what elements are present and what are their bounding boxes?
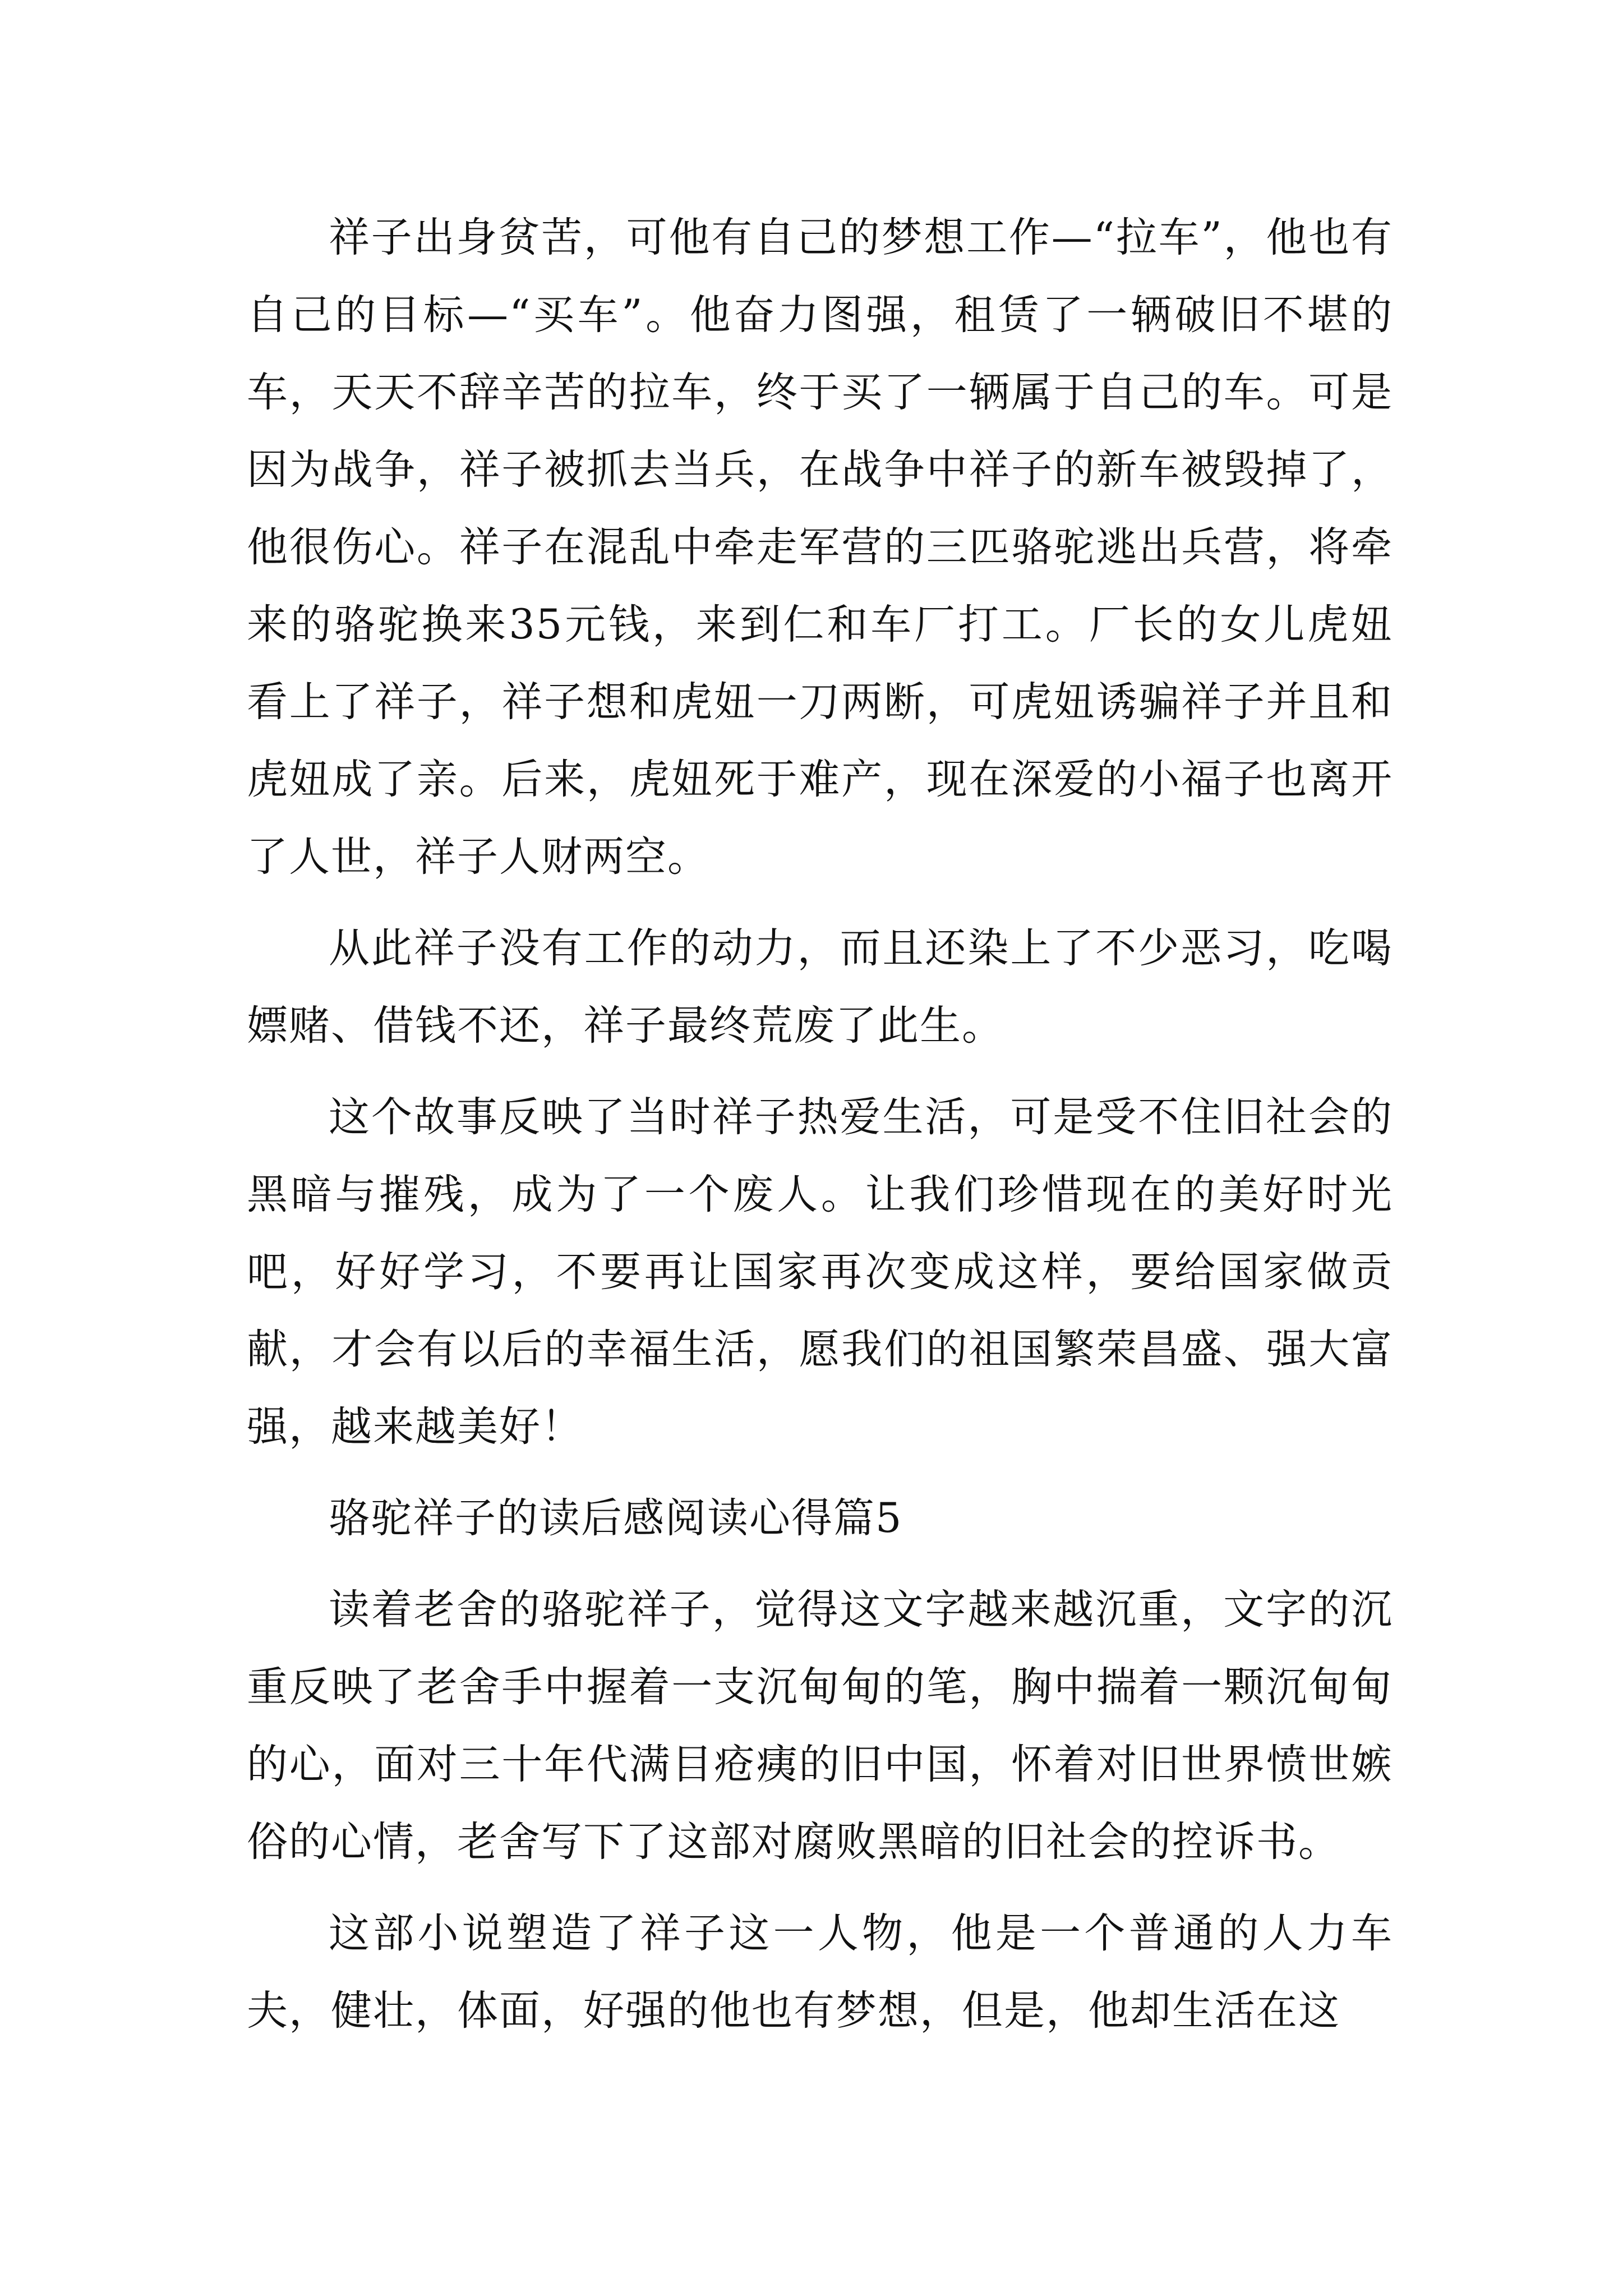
paragraph-xiangzi-story: 祥子出身贫苦，可他有自己的梦想工作—“拉车”，他也有自己的目标—“买车”。他奋力图强，租赁了一辆破旧不堪的车，天天不辞辛苦的拉车，终于买了一辆属于自己的车。可是因为战争，祥子被抓去当兵，在战争中祥子的新车被毁掉了，他很伤心。祥子在混乱中牵走军营的三匹骆驼逃出兵营，将牵来的骆驼换来35元钱，来到仁和车厂打工。厂长的女儿虎妞看上了祥子，祥子想和虎妞一刀两断，可虎妞诱骗祥子并且和虎妞成了亲。后来，虎妞死于难产，现在深爱的小福子也离开了人世，祥子人财两空。 <box>247 214 1393 881</box>
document-body <box>247 199 1393 2050</box>
paragraph-reflection: 这个故事反映了当时祥子热爱生活，可是受不住旧社会的黑暗与摧残，成为了一个废人。让我们珍惜现在的美好时光吧，好好学习，不要再让国家再次变成这样，要给国家做贡献，才会有以后的幸福生活，愿我们的祖国繁荣昌盛、强大富强，越来越美好！ <box>247 1093 1393 1451</box>
paragraph-laoshe-writing: 读着老舍的骆驼祥子，觉得这文字越来越沉重，文字的沉重反映了老舍手中握着一支沉甸甸的笔，胸中揣着一颗沉甸甸的心，面对三十年代满目疮痍的旧中国，怀着对旧世界愤世嫉俗的心情，老舍写下了这部对腐败黑暗的旧社会的控诉书。 <box>247 1586 1393 1866</box>
paragraph-bad-habits: 从此祥子没有工作的动力，而且还染上了不少恶习，吃喝嫖赌、借钱不还，祥子最终荒废了此生。 <box>247 924 1393 1050</box>
paragraph-character-intro: 这部小说塑造了祥子这一人物，他是一个普通的人力车夫，健壮，体面，好强的他也有梦想，但是，他却生活在这 <box>247 1910 1393 2035</box>
section-heading: 骆驼祥子的读后感阅读心得篇5 <box>329 1494 903 1542</box>
